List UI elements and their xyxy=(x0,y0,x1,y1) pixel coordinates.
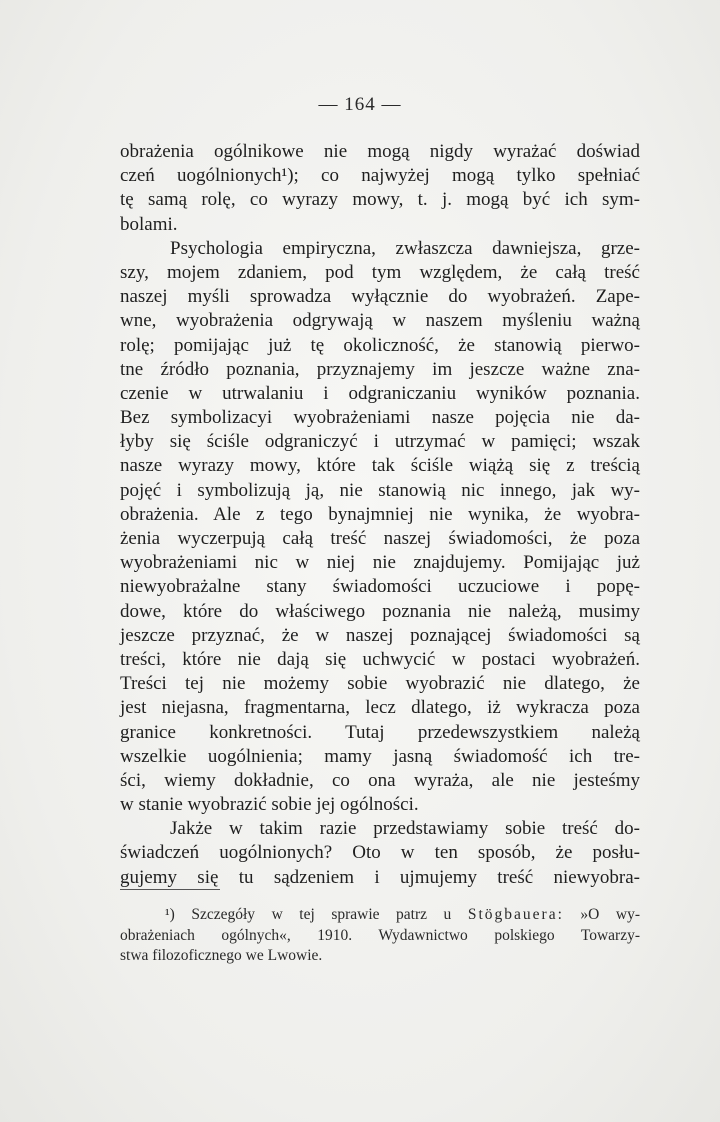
footnote-line xyxy=(120,905,640,926)
text-line: obrażenia ogólnikowe nie mogą nigdy wyrażać doświad xyxy=(120,141,640,162)
text-line: nasze wyrazy mowy, które tak ściśle wiążą się z treścią xyxy=(120,455,640,477)
text-line: żenia wyczerpują całą treść naszej świadomości, że poza xyxy=(120,528,640,549)
text-line: jest niejasna, fragmentarna, lecz dlatego, iż wykracza poza xyxy=(120,697,640,719)
text-line: Treści tej nie możemy sobie wyobrazić nie dlatego, że xyxy=(120,673,640,695)
text-line: tę samą rolę, co wyrazy mowy, t. j. mogą być ich sym- xyxy=(120,189,640,211)
footnote-author: Stögbauera: xyxy=(467,906,564,923)
text-line: niewyobrażalne stany świadomości uczuciowe i popę- xyxy=(120,576,640,598)
text-line: naszej myśli sprowadza wyłącznie do wyobrażeń. Zape- xyxy=(120,286,640,308)
page-number: — 164 — xyxy=(318,94,402,115)
text-line: tne źródło poznania, przyznajemy im jeszcze ważne zna- xyxy=(120,358,640,380)
text-line: w stanie wyobrazić sobie jej ogólności. xyxy=(120,794,419,816)
footnote-line: stwa filozoficznego we Lwowie. xyxy=(120,947,323,964)
text-line: Psychologia empiryczna, zwłaszcza dawniejsza, grze- xyxy=(170,237,640,259)
text-line: ści, wiemy dokładnie, co ona wyraża, ale nie jesteśmy xyxy=(120,769,640,791)
text-line: wne, wyobrażenia odgrywają w naszem myśleniu ważną xyxy=(120,310,640,332)
text-line: czeń uogólnionych¹); co najwyżej mogą tylko spełniać xyxy=(120,165,640,187)
footnote-separator xyxy=(120,889,220,890)
text-line: łyby się ściśle odgraniczyć i utrzymać w pamięci; wszak xyxy=(120,431,640,453)
text-line: wszelkie uogólnienia; mamy jasną świadomość ich tre- xyxy=(120,745,640,767)
text-line: Jakże w takim razie przedstawiamy sobie treść do- xyxy=(170,818,640,840)
text-line: dowe, które do właściwego poznania nie należą, musimy xyxy=(120,600,640,622)
footnote-text: »O wy- xyxy=(563,906,640,923)
text-line: gujemy się tu sądzeniem i ujmujemy treść niewyobra- xyxy=(120,866,640,888)
text-line: Bez symbolizacyi wyobrażeniami nasze pojęcia nie da- xyxy=(120,407,640,429)
footnote-marker: ¹) xyxy=(165,906,175,923)
text-line: treści, które nie dają się uchwycić w postaci wyobrażeń. xyxy=(120,648,640,670)
footnote-line: obrażeniach ogólnych«, 1910. Wydawnictwo polskiego Towarzy- xyxy=(120,926,640,944)
text-line: bolami. xyxy=(120,213,178,235)
body-text xyxy=(120,140,640,890)
text-line: czenie w utrwalaniu i odgraniczaniu wyników poznania. xyxy=(120,382,640,404)
text-line: jeszcze przyznać, że w naszej poznającej świadomości są xyxy=(120,624,640,646)
text-line: pojęć i symbolizują ją, nie stanowią nic innego, jak wy- xyxy=(120,479,640,501)
text-line: świadczeń uogólnionych? Oto w ten sposób, że posłu- xyxy=(120,842,640,864)
text-line: wyobrażeniami nic w niej nie znajdujemy. Pomijając już xyxy=(120,552,640,574)
text-line: rolę; pomijając już tę okoliczność, że stanowią pierwo- xyxy=(120,334,640,356)
footnote-text: Szczegóły w tej sprawie patrz u xyxy=(191,906,468,923)
footnote xyxy=(120,905,640,967)
text-line: granice konkretności. Tutaj przedewszystkiem należą xyxy=(120,721,640,743)
text-line: obrażenia. Ale z tego bynajmniej nie wynika, że wyobra- xyxy=(120,503,640,525)
text-line: szy, mojem zdaniem, pod tym względem, że całą treść xyxy=(120,261,640,283)
